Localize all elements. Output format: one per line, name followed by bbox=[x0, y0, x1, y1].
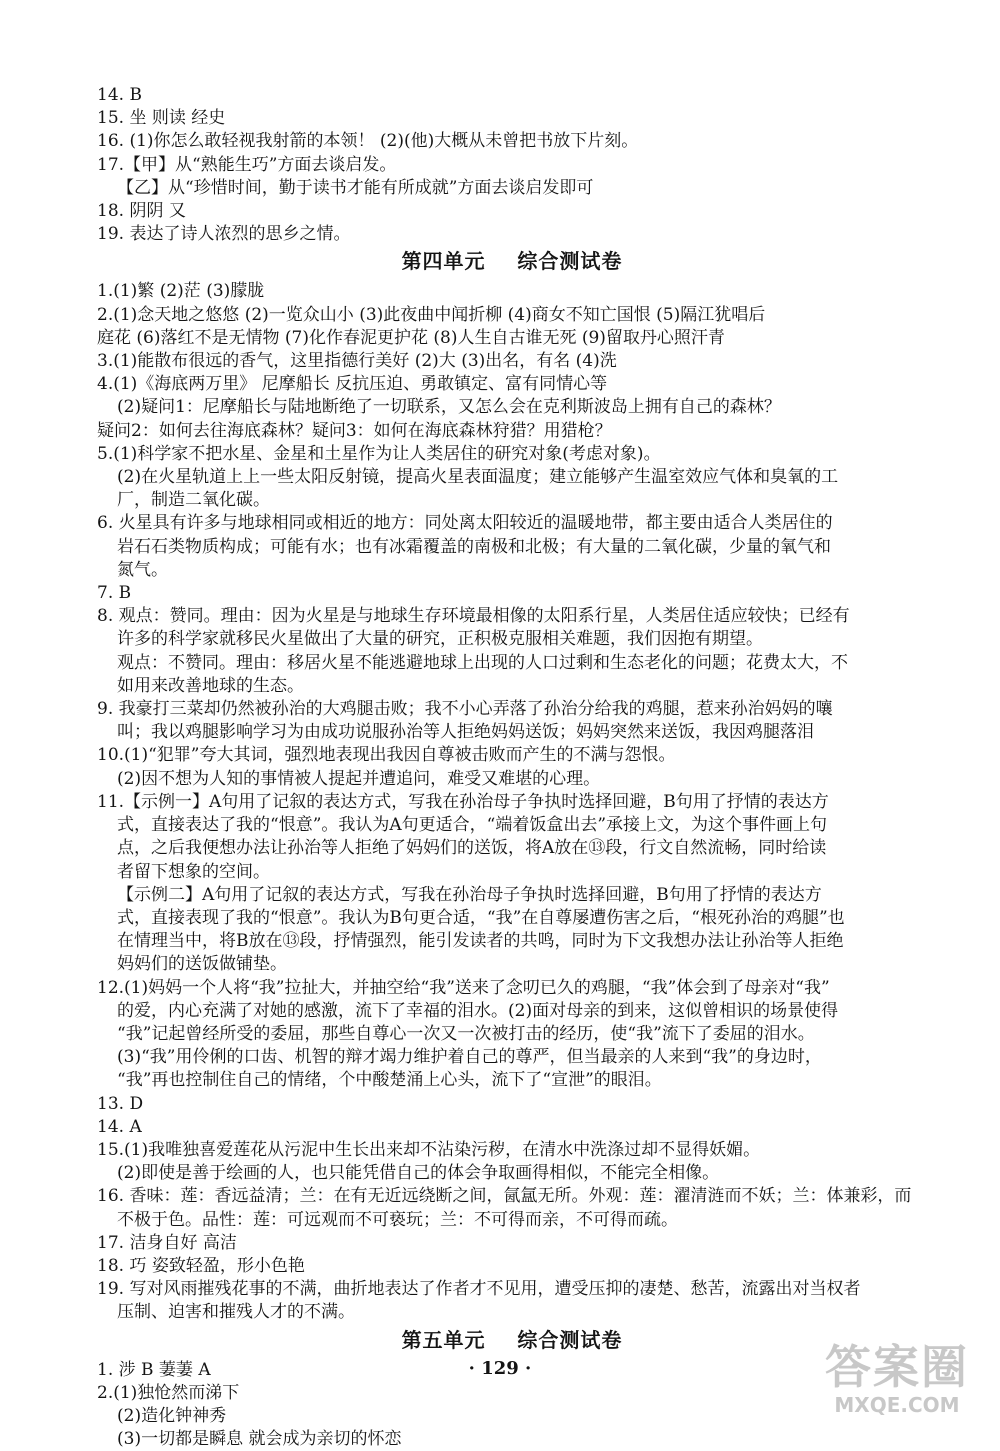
answer-line: 17. 洁身自好 高洁 bbox=[97, 1232, 237, 1253]
answer-line: 10.(1)“犯罪”夸大其词，强烈地表现出我因自尊被击败而产生的不满与怨恨。 bbox=[97, 745, 676, 766]
answer-line: 19. 表达了诗人浓烈的思乡之情。 bbox=[97, 224, 351, 245]
answer-line: (2)疑问1：尼摩船长与陆地断绝了一切联系，又怎么会在克利斯波岛上拥有自己的森林？ bbox=[117, 397, 781, 418]
unit-3-tail-answers bbox=[97, 84, 927, 246]
answer-line: 17.【甲】从“熟能生巧”方面去谈启发。 bbox=[97, 154, 397, 175]
answer-line: 氮气。 bbox=[117, 559, 168, 580]
answer-line: 2.(1)念天地之悠悠 (2)一览众山小 (3)此夜曲中闻折柳 (4)商女不知亡国恨 (5)隔江犹唱后 bbox=[97, 304, 766, 325]
answer-line: 压制、迫害和摧残人才的不满。 bbox=[117, 1302, 355, 1323]
answer-line: 式，直接表达了我的“恨意”。我认为A句更适合，“端着饭盒出去”承接上文，为这个事件画上句 bbox=[117, 815, 828, 836]
answer-line: 【乙】从“珍惜时间，勤于读书才能有所成就”方面去谈启发即可 bbox=[117, 177, 594, 198]
answer-line: 18. 巧 姿致轻盈，形小色艳 bbox=[97, 1255, 305, 1276]
answer-line: 6. 火星具有许多与地球相同或相近的地方：同处离太阳较近的温暖地带，都主要由适合人类居住的 bbox=[97, 513, 833, 534]
answer-line: (2)在火星轨道上上一些太阳反射镜，提高火星表面温度；建立能够产生温室效应气体和臭氧的工 bbox=[117, 467, 839, 488]
unit-5-title: 第五单元 综合测试卷 bbox=[401, 1327, 623, 1352]
answer-line: 许多的科学家就移民火星做出了大量的研究，正积极克服相关难题，我们因抱有期望。 bbox=[117, 629, 763, 650]
answer-line: 16. 香味：莲：香远益清；兰：在有无近远绕断之间，氤氲无所。外观：莲：濯清涟而不妖；兰：体兼彩，而 bbox=[97, 1186, 912, 1207]
answer-line: “我”再也控制住自己的情绪，个中酸楚涌上心头，流下了“宣泄”的眼泪。 bbox=[117, 1070, 662, 1091]
answer-line: 18. 阴阴 又 bbox=[97, 201, 186, 222]
answer-content bbox=[97, 84, 927, 1451]
answer-line: “我”记起曾经所受的委屈，那些自尊心一次又一次被打击的经历，使“我”流下了委屈的泪水。 bbox=[117, 1023, 815, 1044]
page-number: · 129 · bbox=[468, 1358, 532, 1379]
watermark-url: MXQE.COM bbox=[834, 1393, 960, 1417]
answer-line: 者留下想象的空间。 bbox=[117, 861, 270, 882]
answer-line: 14. A bbox=[97, 1116, 142, 1137]
answer-line: 1. 涉 B 萋萋 A bbox=[97, 1359, 211, 1380]
answer-line: 14. B bbox=[97, 85, 142, 105]
answer-line: 疑问2：如何去往海底森林？疑问3：如何在海底森林狩猎？用猎枪？ bbox=[97, 420, 612, 441]
answer-line: 7. B bbox=[97, 583, 132, 604]
answer-line: 观点：不赞同。理由：移居火星不能逃避地球上出现的人口过剩和生态老化的问题；花费太大，不 bbox=[117, 652, 848, 673]
answer-line: 点，之后我便想办法让孙治等人拒绝了妈妈们的送饭，将A放在⑬段，行文自然流畅，同时给读 bbox=[117, 838, 827, 859]
answer-line: 13. D bbox=[97, 1093, 144, 1114]
answer-line: 式，直接表现了我的“恨意”。我认为B句更合适，“我”在自尊屡遭伤害之后，“根死孙治的鸡腿”也 bbox=[117, 907, 845, 928]
answer-line: 叫；我以鸡腿影响学习为由成功说服孙治等人拒绝妈妈送饭；妈妈突然来送饭，我因鸡腿落泪 bbox=[117, 722, 814, 743]
answer-line: 15.(1)我唯独喜爱莲花从污泥中生长出来却不沾染污秽，在清水中洗涤过却不显得妖媚。 bbox=[97, 1139, 761, 1160]
answer-line: 妈妈们的送饭做铺垫。 bbox=[117, 954, 287, 975]
answer-line: 16. (1)你怎么敢轻视我射箭的本领！ (2)(他)大概从未曾把书放下片刻。 bbox=[97, 131, 639, 152]
answer-line: 4.(1)《海底两万里》 尼摩船长 反抗压迫、勇敢镇定、富有同情心等 bbox=[97, 374, 608, 395]
answer-line: 15. 坐 则读 经史 bbox=[97, 108, 226, 129]
answer-line: 12.(1)妈妈一个人将“我”拉扯大，并抽空给“我”送来了念叨已久的鸡腿，“我”体会到了母亲对“我” bbox=[97, 977, 830, 998]
answer-line: (2)因不想为人知的事情被人提起并遭追问，难受又难堪的心理。 bbox=[117, 768, 601, 789]
answer-line: 在情理当中，将B放在⑬段，抒情强烈，能引发读者的共鸣，同时为下文我想办法让孙治等人拒绝 bbox=[117, 931, 844, 952]
unit-4-answers bbox=[97, 280, 927, 1324]
watermark-logo bbox=[812, 1342, 982, 1428]
answer-line: (2)造化钟神秀 bbox=[117, 1405, 227, 1426]
unit-4-title: 第四单元 综合测试卷 bbox=[401, 249, 623, 274]
answer-line: (2)即使是善于绘画的人，也只能凭借自己的体会争取画得相似，不能完全相像。 bbox=[117, 1163, 720, 1184]
answer-line: 8. 观点：赞同。理由：因为火星是与地球生存环境最相像的太阳系行星，人类居住适应较快；已经有 bbox=[97, 606, 850, 627]
answer-line: 5.(1)科学家不把水星、金星和土星作为让人类居住的研究对象(考虑对象)。 bbox=[97, 443, 661, 464]
answer-line: 如用来改善地球的生态。 bbox=[117, 675, 304, 696]
answer-line: 庭花 (6)落红不是无情物 (7)化作春泥更护花 (8)人生自古谁无死 (9)留取丹心照汗青 bbox=[97, 327, 725, 348]
answer-line: 厂，制造二氧化碳。 bbox=[117, 490, 270, 511]
answer-line: 2.(1)独怆然而涕下 bbox=[97, 1382, 240, 1403]
answer-line: 11.【示例一】A句用了记叙的表达方式，写我在孙治母子争执时选择回避，B句用了抒情的表达方 bbox=[97, 791, 829, 812]
answer-line: 不极于色。品性：莲：可远观而不可亵玩；兰：不可得而亲，不可得而疏。 bbox=[117, 1209, 678, 1230]
answer-line: 3.(1)能散布很远的香气，这里指德行美好 (2)大 (3)出名，有名 (4)洗 bbox=[97, 351, 617, 372]
answer-line: 岩石石类物质构成；可能有水；也有冰霜覆盖的南极和北极；有大量的二氧化碳，少量的氧气和 bbox=[117, 536, 831, 557]
answer-line: 的爱，内心充满了对她的感激，流下了幸福的泪水。(2)面对母亲的到来，这似曾相识的场景使得 bbox=[117, 1000, 839, 1021]
answer-line: 1.(1)繁 (2)茫 (3)朦胧 bbox=[97, 281, 265, 302]
answer-line: 9. 我豪打三菜却仍然被孙治的大鸡腿击败；我不小心弄落了孙治分给我的鸡腿，惹来孙治妈妈的嚷 bbox=[97, 699, 833, 720]
answer-line: (3)一切都是瞬息 就会成为亲切的怀恋 bbox=[117, 1429, 402, 1450]
answer-line: 19. 写对风雨摧残花事的不满，曲折地表达了作者才不见用，遭受压抑的凄楚、愁苦，流露出对当权者 bbox=[97, 1279, 861, 1300]
answer-line: (3)“我”用伶俐的口齿、机智的辩才竭力维护着自己的尊严，但当最亲的人来到“我”的身边时， bbox=[117, 1047, 822, 1068]
watermark-text: 答案圈 bbox=[825, 1340, 969, 1394]
answer-line: 【示例二】A句用了记叙的表达方式，写我在孙治母子争执时选择回避，B句用了抒情的表达方 bbox=[117, 884, 822, 905]
